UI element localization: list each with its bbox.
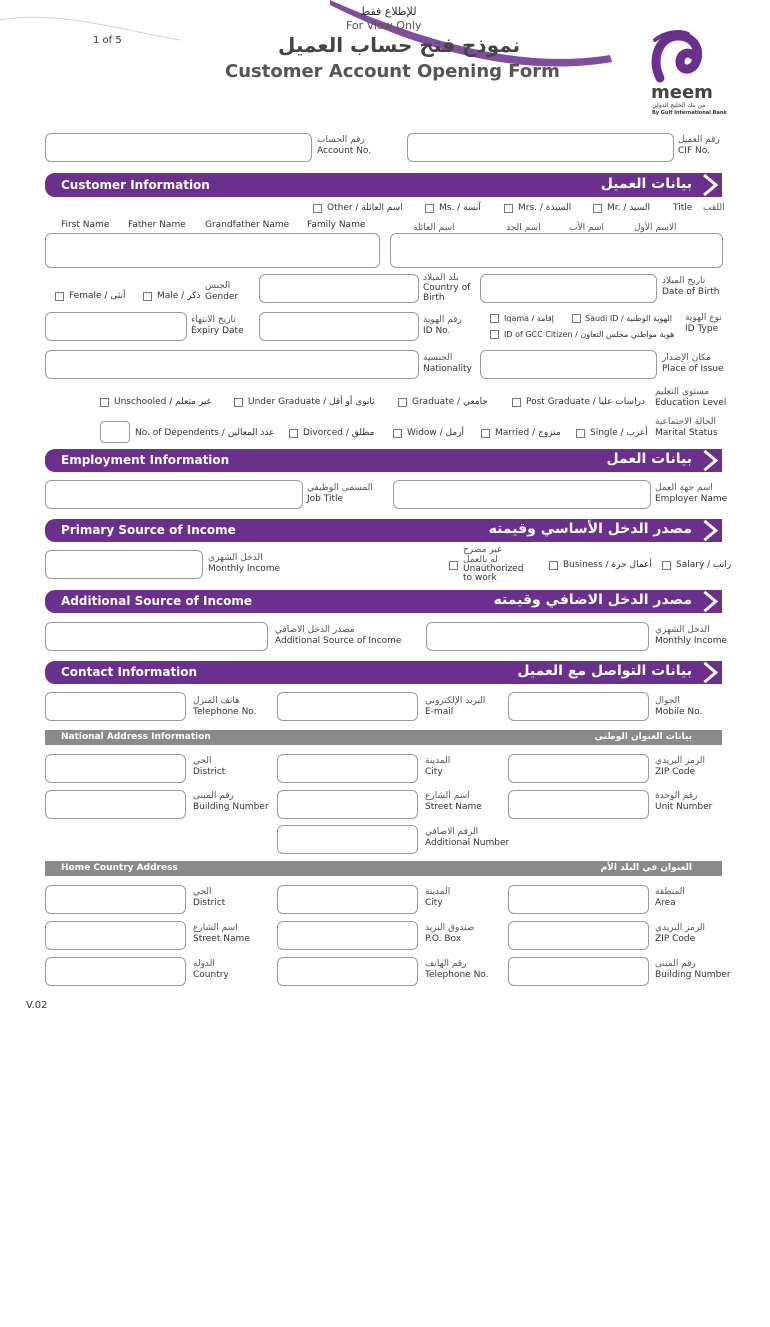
grandfather-name-label: Grandfather Name: [205, 220, 290, 230]
nat-additional-number-input[interactable]: [277, 825, 418, 854]
home-building-label-en: Building Number: [655, 970, 731, 980]
title-ms-label: Ms. / آنسة: [439, 203, 481, 213]
account-no-label-ar: رقم الحساب: [317, 135, 365, 145]
telephone-label-ar: هاتف المنزل: [193, 696, 240, 706]
version-label: V.02: [26, 1000, 48, 1011]
title-other-checkbox[interactable]: [313, 204, 322, 213]
edu-undergrad-checkbox[interactable]: [234, 398, 243, 407]
mobile-label-ar: الجوال: [655, 696, 680, 706]
nationality-input[interactable]: [45, 350, 419, 379]
national-address-band: [45, 730, 722, 745]
title-ms-checkbox[interactable]: [425, 204, 434, 213]
chevron-right-icon: [702, 449, 724, 472]
home-building-label-ar: رقم المبنى: [655, 959, 696, 969]
primary-monthly-income-label-en: Monthly Income: [208, 564, 281, 574]
primary-monthly-income-label-ar: الدخل الشهري: [208, 553, 263, 563]
edu-unschooled-label: Unschooled / غير متعلم: [114, 397, 212, 407]
job-title-label-en: Job Title: [307, 494, 344, 504]
employment-band: [45, 449, 722, 472]
employer-name-label-ar: اسم جهة العمل: [655, 483, 713, 493]
title-ar: نموذج فتح حساب العميل: [278, 33, 521, 57]
additional-source-label-ar: مصدر الدخل الاضافي: [275, 625, 355, 635]
country-of-birth-label-en1: Country of: [423, 283, 471, 293]
edu-undergrad-label: Under Graduate / ثانوي أو أقل: [248, 397, 375, 407]
nat-zip-label-en: ZIP Code: [655, 767, 696, 777]
contact-title-ar: بيانات التواصل مع العميل: [517, 663, 692, 679]
logo-sub-ar: من بنك الخليج الدولي: [652, 102, 706, 109]
edu-unschooled-checkbox[interactable]: [100, 398, 109, 407]
edu-graduate-checkbox[interactable]: [398, 398, 407, 407]
additional-income-title-en: Additional Source of Income: [61, 594, 253, 608]
marital-single-label: Single / أعزب: [590, 428, 648, 438]
edu-graduate-label: Graduate / جامعي: [412, 397, 488, 407]
telephone-label-en: Telephone No.: [193, 707, 257, 717]
title-en: Customer Account Opening Form: [225, 61, 560, 82]
country-of-birth-label-ar: بلد الميلاد: [423, 273, 459, 283]
home-pobox-input[interactable]: [277, 921, 418, 950]
email-label-en: E-mail: [425, 707, 454, 717]
page-number: 1 of 5: [93, 35, 122, 46]
family-name-label: Family Name: [307, 220, 366, 230]
home-pobox-label-ar: صندوق البريد: [425, 923, 475, 933]
marital-widow-label: Widow / أرمل: [407, 428, 465, 438]
nat-zip-label-ar: الرمز البريدي: [655, 756, 706, 766]
first-name-label: First Name: [61, 220, 110, 230]
gender-label-ar: الجنس: [205, 281, 231, 291]
home-telephone-label-en: Telephone No.: [425, 970, 489, 980]
nat-building-label-ar: رقم المبنى: [193, 791, 234, 801]
home-address-title-en: Home Country Address: [61, 863, 178, 873]
nat-additional-number-label-ar: الرقم الاضافي: [425, 827, 479, 837]
marital-single-checkbox[interactable]: [576, 429, 585, 438]
home-area-input[interactable]: [508, 885, 649, 914]
income-salary-label: Salary / راتب: [676, 560, 732, 570]
income-unauthorized-checkbox[interactable]: [449, 561, 458, 570]
view-only-ar: للإطلاع فقط: [360, 5, 417, 18]
income-business-label: Business / أعمال حرة: [563, 560, 652, 570]
nat-unit-label-en: Unit Number: [655, 802, 713, 812]
logo-sub-en: By Gulf International Bank: [652, 110, 727, 116]
home-country-label-ar: الدولة: [193, 959, 215, 969]
employer-name-input[interactable]: [393, 480, 651, 509]
income-unauthorized-label-ar2: له بالعمل: [463, 555, 498, 565]
additional-monthly-income-input[interactable]: [426, 622, 649, 651]
job-title-label-ar: المسمى الوظيفي: [307, 483, 373, 493]
income-salary-checkbox[interactable]: [662, 561, 671, 570]
marital-married-label: Married / متزوج: [495, 428, 561, 438]
expiry-date-label-ar: تاريخ الانتهاء: [191, 315, 236, 325]
home-street-input[interactable]: [45, 921, 186, 950]
country-of-birth-label-en2: Birth: [423, 293, 445, 303]
home-pobox-label-en: P.O. Box: [425, 934, 462, 944]
id-no-label-en: ID No.: [423, 326, 451, 336]
home-country-input[interactable]: [45, 957, 186, 986]
marital-label-ar: الحالة الاجتماعية: [655, 417, 716, 427]
place-of-issue-label-en: Place of Issue: [662, 364, 724, 374]
national-address-title-ar: بيانات العنوان الوطني: [594, 732, 692, 742]
nat-building-label-en: Building Number: [193, 802, 269, 812]
dependents-label: No. of Dependents / عدد المعالين: [135, 428, 275, 438]
nationality-label-en: Nationality: [423, 364, 472, 374]
nat-street-label-en: Street Name: [425, 802, 482, 812]
view-only-en: For View Only: [346, 19, 422, 32]
title-label-ar: اللقب: [703, 203, 725, 213]
customer-info-title-en: Customer Information: [61, 178, 210, 192]
nat-district-label-ar: الحي: [193, 756, 212, 766]
chevron-right-icon: [702, 173, 724, 197]
email-label-ar: البريد الإلكتروني: [425, 696, 486, 706]
edu-postgrad-checkbox[interactable]: [512, 398, 521, 407]
home-building-input[interactable]: [508, 957, 649, 986]
title-mrs-label: Mrs. / السيدة: [518, 203, 572, 213]
nat-street-label-ar: اسم الشارع: [425, 791, 470, 801]
job-title-input[interactable]: [45, 480, 303, 509]
nat-street-input[interactable]: [277, 790, 418, 819]
id-type-iqama-checkbox[interactable]: [490, 314, 499, 323]
home-country-label-en: Country: [193, 970, 229, 980]
additional-income-title-ar: مصدر الدخل الاضافي وقيمته: [493, 592, 692, 608]
nat-unit-input[interactable]: [508, 790, 649, 819]
home-district-input[interactable]: [45, 885, 186, 914]
title-mrs-checkbox[interactable]: [504, 204, 513, 213]
income-unauthorized-label-en2: to work: [463, 573, 497, 583]
nat-city-label-en: City: [425, 767, 443, 777]
account-no-input[interactable]: [45, 133, 312, 162]
marital-divorced-label: Divorced / مطلق: [303, 428, 375, 438]
education-label-en: Education Level: [655, 398, 727, 408]
home-city-label-en: City: [425, 898, 443, 908]
nationality-label-ar: الجنسية: [423, 353, 453, 363]
nat-zip-input[interactable]: [508, 754, 649, 783]
home-street-label-ar: اسم الشارع: [193, 923, 238, 933]
date-of-birth-input[interactable]: [480, 274, 657, 303]
date-of-birth-label-en: Date of Birth: [662, 287, 720, 297]
nat-district-input[interactable]: [45, 754, 186, 783]
income-unauthorized-label-en1: Unauthorized: [463, 564, 524, 574]
additional-monthly-income-label-ar: الدخل الشهري: [655, 625, 710, 635]
employment-title-en: Employment Information: [61, 453, 230, 467]
title-label-en: Title: [673, 203, 693, 213]
gender-female-label: Female / أنثى: [69, 291, 126, 301]
home-telephone-label-ar: رقم الهاتف: [425, 959, 467, 969]
id-no-label-ar: رقم الهوية: [423, 315, 462, 325]
contact-band: [45, 661, 722, 684]
home-telephone-input[interactable]: [277, 957, 418, 986]
grandfather-name-label-ar: اسم الجد: [506, 223, 541, 233]
logo-text: meem: [651, 82, 713, 103]
additional-monthly-income-label-en: Monthly Income: [655, 636, 728, 646]
home-area-label-en: Area: [655, 898, 676, 908]
home-zip-label-en: ZIP Code: [655, 934, 696, 944]
home-zip-label-ar: الرمز البريدي: [655, 923, 706, 933]
email-input[interactable]: [277, 692, 418, 721]
home-area-label-ar: المنطقة: [655, 887, 685, 897]
nat-city-label-ar: المدينة: [425, 756, 451, 766]
marital-married-checkbox[interactable]: [481, 429, 490, 438]
gender-label-en: Gender: [205, 292, 239, 302]
id-type-saudi-label: Saudi ID / الهوية الوطنية: [585, 314, 673, 323]
primary-monthly-income-input[interactable]: [45, 550, 203, 579]
country-of-birth-input[interactable]: [259, 274, 419, 303]
nat-unit-label-ar: رقم الوحدة: [655, 791, 698, 801]
cif-label-en: CIF No.: [678, 146, 710, 156]
home-district-label-ar: الحي: [193, 887, 212, 897]
id-no-input[interactable]: [259, 312, 419, 341]
title-other-label: Other / اسم العائلة: [327, 203, 403, 213]
additional-source-input[interactable]: [45, 622, 268, 651]
place-of-issue-label-ar: مكان الإصدار: [662, 353, 711, 363]
expiry-date-input[interactable]: [45, 312, 187, 341]
meem-logo-icon: [640, 28, 710, 86]
title-mr-checkbox[interactable]: [593, 204, 602, 213]
edu-postgrad-label: Post Graduate / دراسات عليا: [526, 397, 645, 407]
additional-income-band: [45, 590, 722, 613]
national-address-title-en: National Address Information: [61, 732, 211, 742]
chevron-right-icon: [702, 661, 724, 684]
income-unauthorized-label-ar1: غير مصرح: [463, 545, 502, 555]
family-name-label-ar: اسم العائلة: [413, 223, 455, 233]
id-type-gcc-label: ID of GCC Citizen / هوية مواطني مجلس التعاون: [504, 330, 675, 339]
expiry-date-label-en: Expiry Date: [191, 326, 244, 336]
mobile-label-en: Mobile No.: [655, 707, 703, 717]
home-district-label-en: District: [193, 898, 226, 908]
home-street-label-en: Street Name: [193, 934, 250, 944]
income-business-checkbox[interactable]: [549, 561, 558, 570]
nat-additional-number-label-en: Additional Number: [425, 838, 510, 848]
employment-title-ar: بيانات العمل: [606, 451, 692, 467]
gender-female-checkbox[interactable]: [55, 292, 64, 301]
marital-widow-checkbox[interactable]: [393, 429, 402, 438]
place-of-issue-input[interactable]: [480, 350, 657, 379]
name-en-input[interactable]: [45, 233, 380, 268]
nat-district-label-en: District: [193, 767, 226, 777]
nat-city-input[interactable]: [277, 754, 418, 783]
name-ar-input[interactable]: [390, 233, 723, 268]
primary-income-title-ar: مصدر الدخل الأساسي وقيمته: [488, 521, 692, 537]
additional-source-label-en: Additional Source of Income: [275, 636, 402, 646]
employer-name-label-en: Employer Name: [655, 494, 728, 504]
home-address-band: [45, 861, 722, 876]
cif-no-input[interactable]: [407, 133, 674, 162]
marital-divorced-checkbox[interactable]: [289, 429, 298, 438]
customer-info-band: [45, 173, 722, 197]
home-address-title-ar: العنوان في البلد الأم: [600, 863, 692, 873]
primary-income-title-en: Primary Source of Income: [61, 523, 236, 537]
home-city-label-ar: المدينة: [425, 887, 451, 897]
account-no-label-en: Account No.: [317, 146, 372, 156]
father-name-label-ar: اسم الأب: [569, 223, 604, 233]
father-name-label: Father Name: [128, 220, 186, 230]
title-mr-label: Mr. / السيد: [607, 203, 650, 213]
home-city-input[interactable]: [277, 885, 418, 914]
primary-income-band: [45, 519, 722, 542]
nat-building-input[interactable]: [45, 790, 186, 819]
date-of-birth-label-ar: تاريخ الميلاد: [662, 276, 706, 286]
gender-male-checkbox[interactable]: [143, 292, 152, 301]
chevron-right-icon: [702, 590, 724, 613]
chevron-right-icon: [702, 519, 724, 542]
home-zip-input[interactable]: [508, 921, 649, 950]
id-type-label-ar: نوع الهوية: [685, 313, 722, 323]
id-type-label-en: ID Type: [685, 324, 719, 334]
id-type-gcc-checkbox[interactable]: [490, 330, 499, 339]
education-label-ar: مستوى التعليم: [655, 387, 710, 397]
first-name-label-ar: الاسم الأول: [634, 223, 677, 233]
customer-info-title-ar: بيانات العميل: [600, 176, 692, 192]
id-type-iqama-label: Iqama / إقامة: [504, 314, 554, 323]
id-type-saudi-checkbox[interactable]: [572, 314, 581, 323]
dependents-input[interactable]: [100, 421, 130, 443]
telephone-input[interactable]: [45, 692, 186, 721]
mobile-input[interactable]: [508, 692, 649, 721]
marital-label-en: Marital Status: [655, 428, 718, 438]
cif-label-ar: رقم العميل: [678, 135, 720, 145]
gender-male-label: Male / ذكر: [157, 291, 201, 301]
contact-title-en: Contact Information: [61, 665, 198, 679]
